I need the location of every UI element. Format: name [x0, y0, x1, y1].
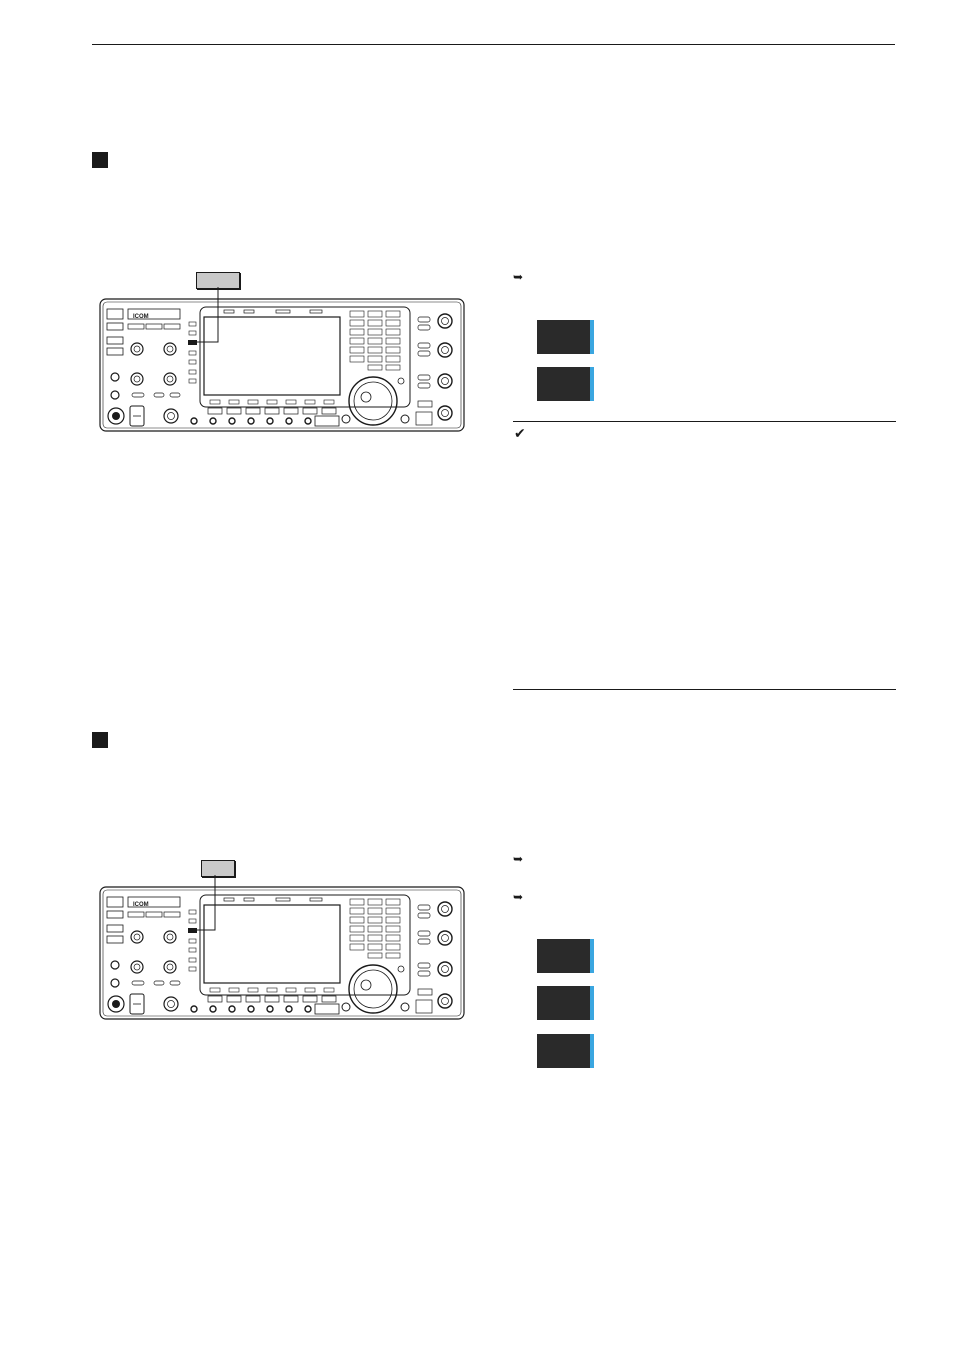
lcd-screen-box-2 — [537, 367, 594, 401]
note-bottom-rule — [513, 689, 896, 690]
bullet-arrow-icon: ➥ — [513, 890, 524, 904]
section-1-marker-icon — [92, 152, 108, 168]
radio-1-brand-logo: ICOM — [133, 314, 149, 320]
lcd-screen-box-1 — [537, 320, 594, 354]
lcd-screen-box-4 — [537, 986, 594, 1020]
radio-front-panel-illustration-2 — [98, 873, 468, 1023]
lcd-screen-box-5 — [537, 1034, 594, 1068]
bullet-arrow-icon: ➥ — [513, 270, 524, 284]
bullet-arrow-icon: ➥ — [513, 852, 524, 866]
lcd-screen-box-3 — [537, 939, 594, 973]
check-mark-icon: ✔ — [514, 426, 526, 442]
note-top-rule — [513, 421, 896, 422]
section-2-marker-icon — [92, 732, 108, 748]
radio-2-brand-logo: ICOM — [133, 902, 149, 908]
header-rule — [92, 44, 895, 45]
radio-front-panel-illustration-1 — [98, 285, 468, 435]
